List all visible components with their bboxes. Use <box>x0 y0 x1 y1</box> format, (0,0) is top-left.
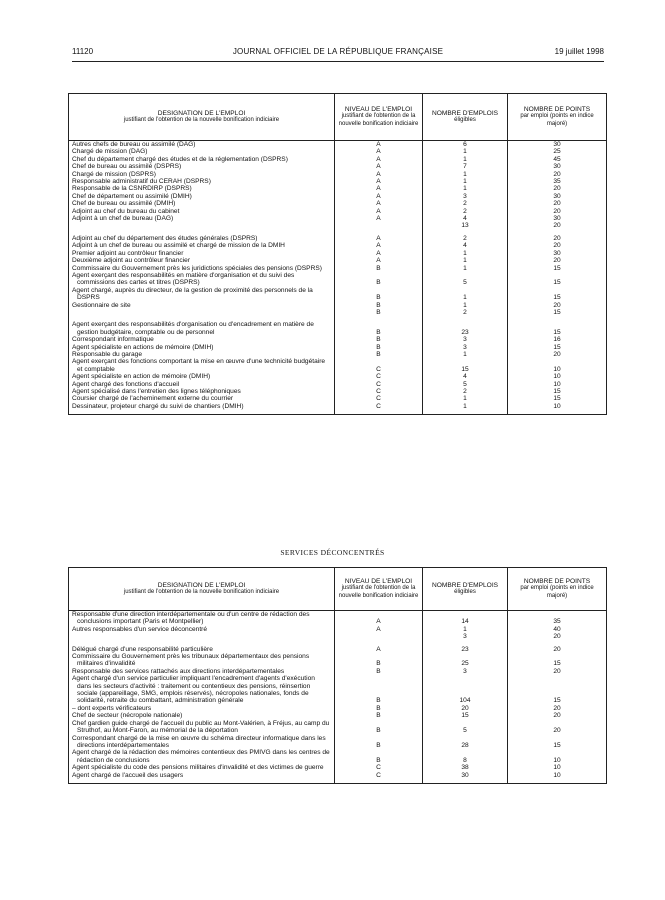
count-cell: 1 <box>423 148 508 155</box>
table-row <box>69 265 607 272</box>
level-cell: A <box>335 171 423 178</box>
table1-body <box>69 141 607 415</box>
count-cell: 4 <box>423 242 508 249</box>
level-cell: C <box>335 388 423 395</box>
level-cell: A <box>335 235 423 242</box>
count-cell: 23 <box>423 646 508 653</box>
designation-cell: Agent chargé d'un service particulier impliquant l'encadrement d'agents d'exécution dans les secteurs d'activité : traitement ou contentieux des pensions, réinsertion sociale (appareillage, SMG, emplois réservés), nécropoles nationales, fonds de solidarité, retraite du combattant, administration générale <box>69 675 335 705</box>
table-row <box>69 403 607 410</box>
points-cell: 15 <box>508 344 607 351</box>
col-niveau: NIVEAU DE L'EMPLOI justifiant de l'obtention de la nouvelle bonification indiciaire <box>335 94 423 141</box>
col-nombre: NOMBRE D'EMPLOIS éligibles <box>423 94 508 141</box>
table-row <box>69 381 607 388</box>
level-cell <box>335 222 423 229</box>
table-row <box>69 302 607 309</box>
table-row <box>69 235 607 242</box>
count-cell: 1 <box>423 257 508 264</box>
points-cell: 20 <box>508 351 607 358</box>
level-cell: A <box>335 185 423 192</box>
level-cell: A <box>335 215 423 222</box>
designation-cell: Autres chefs de bureau ou assimilé (DAG) <box>69 141 335 149</box>
designation-cell: Chef de secteur (nécropole nationale) <box>69 712 335 719</box>
count-cell: 38 <box>423 764 508 771</box>
count-cell: 1 <box>423 156 508 163</box>
table-row <box>69 163 607 170</box>
central-services-table <box>68 93 607 415</box>
level-cell: A <box>335 626 423 633</box>
table-row <box>69 735 607 750</box>
count-cell: 3 <box>423 633 508 640</box>
level-cell: B <box>335 272 423 287</box>
designation-cell: Responsable administratif du CERAH (DSPRS) <box>69 178 335 185</box>
points-cell: 20 <box>508 712 607 719</box>
level-cell: B <box>335 344 423 351</box>
level-cell: A <box>335 141 423 149</box>
level-cell: B <box>335 705 423 712</box>
designation-cell: Chargé de mission (DSPRS) <box>69 171 335 178</box>
table-row <box>69 764 607 771</box>
designation-cell: Chef du département chargé des études et de la réglementation (DSPRS) <box>69 156 335 163</box>
designation-cell <box>69 633 335 640</box>
table-row <box>69 668 607 675</box>
points-cell: 30 <box>508 215 607 222</box>
points-cell: 20 <box>508 235 607 242</box>
level-cell: B <box>335 653 423 668</box>
count-cell: 15 <box>423 358 508 373</box>
designation-cell: Adjoint au chef du département des études générales (DSPRS) <box>69 235 335 242</box>
level-cell: A <box>335 611 423 626</box>
table-row <box>69 344 607 351</box>
count-cell: 3 <box>423 193 508 200</box>
level-cell <box>335 633 423 640</box>
designation-cell: Agent spécialiste du code des pensions militaires d'invalidité et des victimes de guerre <box>69 764 335 771</box>
points-cell: 10 <box>508 749 607 764</box>
points-cell: 20 <box>508 720 607 735</box>
points-cell: 10 <box>508 358 607 373</box>
level-cell: C <box>335 395 423 402</box>
table-row <box>69 395 607 402</box>
col-points: NOMBRE DE POINTS par emploi (points en indice majoré) <box>508 568 607 611</box>
level-cell: B <box>335 720 423 735</box>
table-row <box>69 208 607 215</box>
table-row <box>69 646 607 653</box>
level-cell: A <box>335 148 423 155</box>
points-cell: 20 <box>508 208 607 215</box>
table-row <box>69 215 607 222</box>
count-cell: 3 <box>423 344 508 351</box>
points-cell: 15 <box>508 287 607 302</box>
designation-cell: Adjoint à un chef de bureau (DAG) <box>69 215 335 222</box>
designation-cell: Chef de département ou assimilé (DMIH) <box>69 193 335 200</box>
designation-cell: Correspondant chargé de la mise en œuvre du schéma directeur informatique dans les directions interdépartementales <box>69 735 335 750</box>
table-row <box>69 351 607 358</box>
table-row <box>69 626 607 633</box>
points-cell: 16 <box>508 336 607 343</box>
designation-cell: Responsable des services rattachés aux directions interdépartementales <box>69 668 335 675</box>
level-cell: C <box>335 403 423 410</box>
table-row <box>69 705 607 712</box>
table-row <box>69 257 607 264</box>
designation-cell: Adjoint à un chef de bureau ou assimilé et chargé de mission de la DMIH <box>69 242 335 249</box>
designation-cell: Chef de bureau ou assimilé (DMIH) <box>69 200 335 207</box>
points-cell: 10 <box>508 764 607 771</box>
level-cell: A <box>335 163 423 170</box>
points-cell: 10 <box>508 772 607 779</box>
designation-cell: Agent chargé, auprès du directeur, de la gestion de proximité des personnels de la DSPRS <box>69 287 335 302</box>
issue-date: 19 juillet 1998 <box>554 47 604 56</box>
deconcentrated-services-table <box>68 567 607 784</box>
points-cell: 30 <box>508 163 607 170</box>
level-cell: A <box>335 208 423 215</box>
count-cell: 1 <box>423 185 508 192</box>
table-row <box>69 141 607 149</box>
points-cell: 30 <box>508 250 607 257</box>
designation-cell: Responsable du garage <box>69 351 335 358</box>
points-cell: 30 <box>508 193 607 200</box>
count-cell: 25 <box>423 653 508 668</box>
points-cell: 10 <box>508 403 607 410</box>
count-cell: 20 <box>423 705 508 712</box>
level-cell: A <box>335 200 423 207</box>
col-points: NOMBRE DE POINTS par emploi (points en indice majoré) <box>508 94 607 141</box>
table-row <box>69 309 607 316</box>
designation-cell: Adjoint au chef du bureau du cabinet <box>69 208 335 215</box>
table2-body <box>69 611 607 784</box>
count-cell: 3 <box>423 668 508 675</box>
table-row <box>69 222 607 229</box>
designation-cell: Responsable de la CSNRDIRP (DSPRS) <box>69 185 335 192</box>
count-cell: 30 <box>423 772 508 779</box>
page-number: 11120 <box>72 47 94 56</box>
count-cell: 104 <box>423 675 508 705</box>
count-cell: 2 <box>423 208 508 215</box>
designation-cell: Agent chargé des fonctions d'accueil <box>69 381 335 388</box>
level-cell: C <box>335 764 423 771</box>
points-cell: 20 <box>508 646 607 653</box>
count-cell: 2 <box>423 235 508 242</box>
table-row <box>69 633 607 640</box>
table-row <box>69 148 607 155</box>
count-cell: 1 <box>423 250 508 257</box>
level-cell: B <box>335 749 423 764</box>
points-cell: 10 <box>508 373 607 380</box>
level-cell: A <box>335 257 423 264</box>
level-cell: A <box>335 242 423 249</box>
count-cell: 1 <box>423 287 508 302</box>
count-cell: 1 <box>423 395 508 402</box>
level-cell: B <box>335 265 423 272</box>
designation-cell: Dessinateur, projeteur chargé du suivi de chantiers (DMIH) <box>69 403 335 410</box>
level-cell: B <box>335 309 423 316</box>
count-cell: 5 <box>423 381 508 388</box>
designation-cell: Agent exerçant des fonctions comportant la mise en œuvre d'une technicité budgétaire et comptable <box>69 358 335 373</box>
table-row <box>69 242 607 249</box>
table-row <box>69 250 607 257</box>
designation-cell: Deuxième adjoint au contrôleur financier <box>69 257 335 264</box>
count-cell: 13 <box>423 222 508 229</box>
count-cell: 6 <box>423 141 508 149</box>
table-row <box>69 336 607 343</box>
table-row <box>69 611 607 626</box>
points-cell: 20 <box>508 222 607 229</box>
points-cell: 10 <box>508 381 607 388</box>
count-cell: 4 <box>423 215 508 222</box>
table-row <box>69 749 607 764</box>
count-cell: 28 <box>423 735 508 750</box>
designation-cell: Agent spécialiste en action de mémoire (DMIH) <box>69 373 335 380</box>
journal-title: JOURNAL OFFICIEL DE LA RÉPUBLIQUE FRANÇAISE <box>232 47 444 56</box>
count-cell: 5 <box>423 272 508 287</box>
table-row <box>69 772 607 779</box>
level-cell: C <box>335 772 423 779</box>
points-cell: 15 <box>508 309 607 316</box>
count-cell: 1 <box>423 351 508 358</box>
count-cell: 2 <box>423 309 508 316</box>
header-rule <box>72 61 604 62</box>
level-cell: B <box>335 735 423 750</box>
col-nombre: NOMBRE D'EMPLOIS éligibles <box>423 568 508 611</box>
designation-cell: Agent spécialiste en actions de mémoire (DMIH) <box>69 344 335 351</box>
level-cell: B <box>335 351 423 358</box>
points-cell: 15 <box>508 735 607 750</box>
col-niveau: NIVEAU DE L'EMPLOI justifiant de l'obtention de la nouvelle bonification indiciaire <box>335 568 423 611</box>
points-cell: 20 <box>508 668 607 675</box>
points-cell: 30 <box>508 141 607 149</box>
points-cell: 15 <box>508 395 607 402</box>
designation-cell: Agent spécialisé dans l'entretien des lignes téléphoniques <box>69 388 335 395</box>
count-cell: 4 <box>423 373 508 380</box>
points-cell: 25 <box>508 148 607 155</box>
designation-cell: Premier adjoint au contrôleur financier <box>69 250 335 257</box>
designation-cell: Commissaire du Gouvernement près les tribunaux départementaux des pensions militaires d'invalidité <box>69 653 335 668</box>
table-row <box>69 373 607 380</box>
points-cell: 15 <box>508 388 607 395</box>
designation-cell: Correspondant informatique <box>69 336 335 343</box>
level-cell: A <box>335 646 423 653</box>
count-cell: 1 <box>423 626 508 633</box>
count-cell: 1 <box>423 178 508 185</box>
designation-cell: – dont experts vérificateurs <box>69 705 335 712</box>
table-row <box>69 653 607 668</box>
level-cell: B <box>335 712 423 719</box>
table-row <box>69 321 607 336</box>
table-bottom <box>69 410 607 415</box>
designation-cell: Autres responsables d'un service déconcentré <box>69 626 335 633</box>
level-cell: A <box>335 156 423 163</box>
points-cell: 15 <box>508 321 607 336</box>
count-cell: 1 <box>423 171 508 178</box>
designation-cell: Chargé de mission (DAG) <box>69 148 335 155</box>
points-cell: 20 <box>508 242 607 249</box>
points-cell: 40 <box>508 626 607 633</box>
table-row <box>69 200 607 207</box>
table-row <box>69 358 607 373</box>
page-header <box>72 47 604 59</box>
section-title: SERVICES DÉCONCENTRÉS <box>280 548 385 557</box>
count-cell: 14 <box>423 611 508 626</box>
points-cell: 15 <box>508 272 607 287</box>
points-cell: 20 <box>508 185 607 192</box>
designation-cell: Responsable d'une direction interdépartementale ou d'un centre de rédaction des conclusions important (Paris et Montpellier) <box>69 611 335 626</box>
points-cell: 20 <box>508 633 607 640</box>
count-cell: 1 <box>423 302 508 309</box>
count-cell: 1 <box>423 403 508 410</box>
points-cell: 45 <box>508 156 607 163</box>
level-cell: C <box>335 358 423 373</box>
table-row <box>69 156 607 163</box>
level-cell: B <box>335 336 423 343</box>
table-row <box>69 272 607 287</box>
level-cell: B <box>335 302 423 309</box>
points-cell: 15 <box>508 653 607 668</box>
table-row <box>69 712 607 719</box>
designation-cell <box>69 222 335 229</box>
table-row <box>69 720 607 735</box>
points-cell: 20 <box>508 705 607 712</box>
table-row <box>69 675 607 705</box>
points-cell: 20 <box>508 257 607 264</box>
designation-cell: Coursier chargé de l'acheminement externe du courrier <box>69 395 335 402</box>
level-cell: A <box>335 250 423 257</box>
count-cell: 5 <box>423 720 508 735</box>
table-row <box>69 178 607 185</box>
table-row <box>69 185 607 192</box>
designation-cell: Gestionnaire de site <box>69 302 335 309</box>
designation-cell: Agent chargé de la rédaction des mémoires contentieux des PMIVG dans les centres de rédaction de conclusions <box>69 749 335 764</box>
points-cell: 20 <box>508 200 607 207</box>
points-cell: 15 <box>508 265 607 272</box>
count-cell: 2 <box>423 200 508 207</box>
designation-cell: Agent exerçant des responsabilités d'organisation ou d'encadrement en matière de gestion budgétaire, comptable ou de personnel <box>69 321 335 336</box>
level-cell: B <box>335 675 423 705</box>
level-cell: B <box>335 287 423 302</box>
points-cell: 15 <box>508 675 607 705</box>
level-cell: C <box>335 381 423 388</box>
count-cell: 15 <box>423 712 508 719</box>
level-cell: C <box>335 373 423 380</box>
level-cell: A <box>335 178 423 185</box>
table-row <box>69 171 607 178</box>
designation-cell: Délégué chargé d'une responsabilité particulière <box>69 646 335 653</box>
count-cell: 8 <box>423 749 508 764</box>
col-designation: DESIGNATION DE L'EMPLOI justifiant de l'obtention de la nouvelle bonification indiciaire <box>69 94 335 141</box>
count-cell: 3 <box>423 336 508 343</box>
level-cell: A <box>335 193 423 200</box>
points-cell: 35 <box>508 178 607 185</box>
level-cell: B <box>335 321 423 336</box>
designation-cell: Chef de bureau ou assimilé (DSPRS) <box>69 163 335 170</box>
count-cell: 23 <box>423 321 508 336</box>
table-row <box>69 388 607 395</box>
designation-cell: Chef gardien guide chargé de l'accueil du public au Mont-Valérien, à Fréjus, au camp du Struthof, au Mont-Faron, au mémorial de la déportation <box>69 720 335 735</box>
count-cell: 1 <box>423 265 508 272</box>
points-cell: 35 <box>508 611 607 626</box>
table-bottom <box>69 779 607 784</box>
table-row <box>69 287 607 302</box>
designation-cell: Commissaire du Gouvernement près les juridictions spéciales des pensions (DSPRS) <box>69 265 335 272</box>
designation-cell: Agent exerçant des responsabilités en matière d'organisation et du suivi des commissions des cartes et titres (DSPRS) <box>69 272 335 287</box>
count-cell: 2 <box>423 388 508 395</box>
points-cell: 20 <box>508 302 607 309</box>
table-row <box>69 193 607 200</box>
col-designation: DESIGNATION DE L'EMPLOI justifiant de l'obtention de la nouvelle bonification indiciaire <box>69 568 335 611</box>
designation-cell: Agent chargé de l'accueil des usagers <box>69 772 335 779</box>
level-cell: B <box>335 668 423 675</box>
points-cell: 20 <box>508 171 607 178</box>
count-cell: 7 <box>423 163 508 170</box>
designation-cell <box>69 309 335 316</box>
